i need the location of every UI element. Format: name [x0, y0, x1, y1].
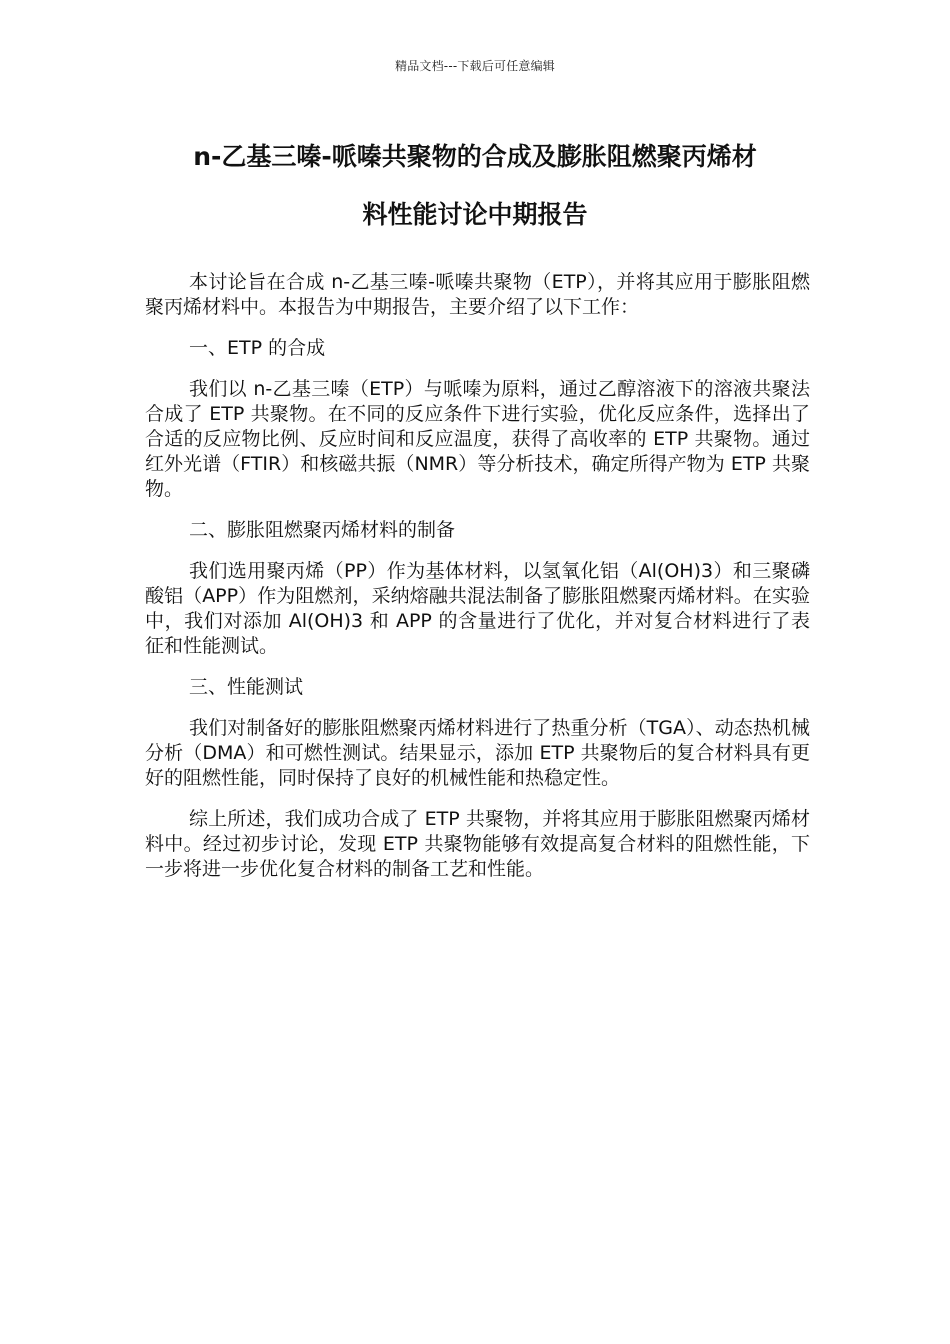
document-title: [145, 128, 805, 244]
section-1-heading: 一、ETP 的合成: [189, 337, 326, 359]
title-line-2: 料性能讨论中期报告: [362, 200, 588, 229]
conclusion-paragraph: 综上所述，我们成功合成了 ETP 共聚物，并将其应用于膨胀阻燃聚丙烯材料中。经过初步讨论，发现 ETP 共聚物能够有效提高复合材料的阻燃性能，下一步将进一步优化复合材料的制备工艺和性能。: [145, 808, 810, 880]
intro-paragraph: 本讨论旨在合成 n-乙基三嗪-哌嗪共聚物（ETP），并将其应用于膨胀阻燃聚丙烯材料中。本报告为中期报告，主要介绍了以下工作：: [145, 271, 810, 318]
page-header: 精品文档---下载后可任意编辑: [395, 59, 555, 73]
section-3-heading: 三、性能测试: [189, 676, 304, 698]
section-2-paragraph: 我们选用聚丙烯（PP）作为基体材料，以氢氧化铝（Al(OH)3）和三聚磷酸铝（APP）作为阻燃剂，采纳熔融共混法制备了膨胀阻燃聚丙烯材料。在实验中，我们对添加 Al(OH)3 和 APP 的含量进行了优化，并对复合材料进行了表征和性能测试。: [145, 560, 810, 657]
document-body: [145, 270, 810, 898]
section-1-paragraph: 我们以 n-乙基三嗪（ETP）与哌嗪为原料，通过乙醇溶液下的溶液共聚法合成了 ETP 共聚物。在不同的反应条件下进行实验，优化反应条件，选择出了合适的反应物比例、反应时间和反应温度，获得了高收率的 ETP 共聚物。通过红外光谱（FTIR）和核磁共振（NMR）等分析技术，确定所得产物为 ETP 共聚物。: [145, 378, 810, 500]
title-line-1: n-乙基三嗪-哌嗪共聚物的合成及膨胀阻燃聚丙烯材: [193, 142, 757, 171]
section-2-heading: 二、膨胀阻燃聚丙烯材料的制备: [189, 519, 456, 541]
section-3-paragraph: 我们对制备好的膨胀阻燃聚丙烯材料进行了热重分析（TGA）、动态热机械分析（DMA）和可燃性测试。结果显示，添加 ETP 共聚物后的复合材料具有更好的阻燃性能，同时保持了良好的机械性能和热稳定性。: [145, 717, 810, 789]
